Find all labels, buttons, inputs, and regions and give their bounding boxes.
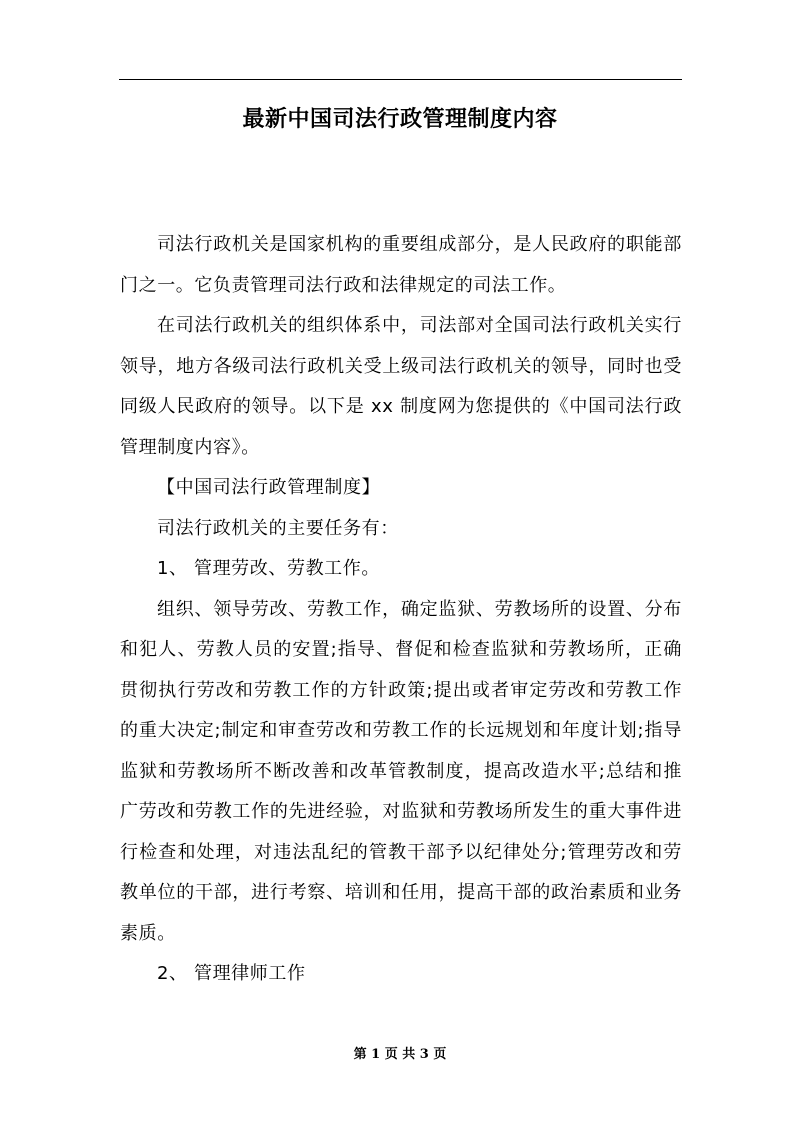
document-body xyxy=(120,225,682,995)
paragraph-intro: 司法行政机关是国家机构的重要组成部分，是人民政府的职能部门之一。它负责管理司法行政和法律规定的司法工作。 xyxy=(120,234,682,296)
section-heading: 【中国司法行政管理制度】 xyxy=(157,477,381,498)
list-item-1-heading: 1、 管理劳改、劳教工作。 xyxy=(157,558,380,579)
header-rule xyxy=(119,79,682,80)
paragraph-tasks-intro: 司法行政机关的主要任务有： xyxy=(157,517,399,539)
paragraph-organization: 在司法行政机关的组织体系中，司法部对全国司法行政机关实行领导，地方各级司法行政机关受上级司法行政机关的领导，同时也受同级人民政府的领导。以下是 xx 制度网为您提供的《中国司法行政管理制度内容》。 xyxy=(120,315,682,458)
paragraph-list-item-1-detail: 组织、领导劳改、劳教工作，确定监狱、劳教场所的设置、分布和犯人、劳教人员的安置;指导、督促和检查监狱和劳教场所，正确贯彻执行劳改和劳教工作的方针政策;提出或者审定劳改和劳教工作的重大决定;制定和审查劳改和劳教工作的长远规划和年度计划;指导监狱和劳教场所不断改善和改革管教制度，提高改造水平;总结和推广劳改和劳教工作的先进经验，对监狱和劳教场所发生的重大事件进行检查和处理，对违法乱纪的管教干部予以纪律处分;管理劳改和劳教单位的干部，进行考察、培训和任用，提高干部的政治素质和业务素质。 xyxy=(120,598,682,944)
page-footer: 第 1 页 共 3 页 xyxy=(353,1047,447,1062)
list-item-2-heading: 2、 管理律师工作 xyxy=(157,963,306,984)
document-title: 最新中国司法行政管理制度内容 xyxy=(242,107,558,132)
